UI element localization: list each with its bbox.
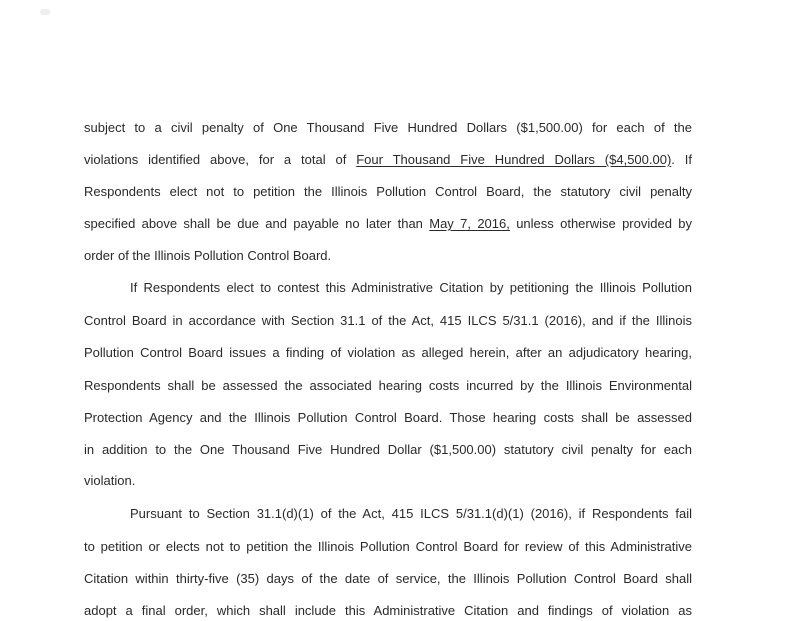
text-run: unless otherwise provided by	[509, 216, 693, 231]
paragraph-line	[84, 150, 692, 170]
paragraph-line: subject to a civil penalty of One Thousand Five Hundred Dollars ($1,500.00) for each of the	[84, 120, 692, 135]
paragraph-line: Protection Agency and the Illinois Pollution Control Board. Those hearing costs shall be assessed	[84, 410, 692, 425]
paragraph-line: If Respondents elect to contest this Administrative Citation by petitioning the Illinois Pollution	[130, 280, 692, 295]
text-run: specified above shall be due and payable no later than	[84, 216, 430, 231]
paragraph-line: to petition or elects not to petition the Illinois Pollution Control Board for review of this Administrative	[84, 539, 692, 554]
paragraph-line	[84, 214, 692, 234]
paragraph-line: in addition to the One Thousand Five Hundred Dollar ($1,500.00) statutory civil penalty for each	[84, 442, 692, 457]
paragraph-line: adopt a final order, which shall include this Administrative Citation and findings of violation as	[84, 603, 692, 618]
paragraph-line: Citation within thirty-five (35) days of the date of service, the Illinois Pollution Control Board shall	[84, 571, 692, 586]
due-date: May 7, 2016,	[429, 216, 510, 231]
paragraph-line: Pursuant to Section 31.1(d)(1) of the Act, 415 ILCS 5/31.1(d)(1) (2016), if Respondents fail	[130, 506, 692, 521]
paragraph-line: Control Board in accordance with Section 31.1 of the Act, 415 ILCS 5/31.1 (2016), and if the Illinois	[84, 313, 692, 328]
paragraph-line: violation.	[84, 473, 136, 488]
paragraph-line: order of the Illinois Pollution Control Board.	[84, 248, 332, 263]
text-run: . If	[671, 152, 693, 167]
text-run: violations identified above, for a total of	[84, 152, 357, 167]
scan-speck	[40, 9, 50, 15]
total-penalty-amount: Four Thousand Five Hundred Dollars ($4,500.00)	[356, 152, 672, 167]
paragraph-line: Pollution Control Board issues a finding of violation as alleged herein, after an adjudicatory hearing,	[84, 345, 692, 360]
paragraph-line: Respondents elect not to petition the Illinois Pollution Control Board, the statutory civil penalty	[84, 184, 692, 199]
paragraph-line: Respondents shall be assessed the associated hearing costs incurred by the Illinois Environmental	[84, 378, 692, 393]
